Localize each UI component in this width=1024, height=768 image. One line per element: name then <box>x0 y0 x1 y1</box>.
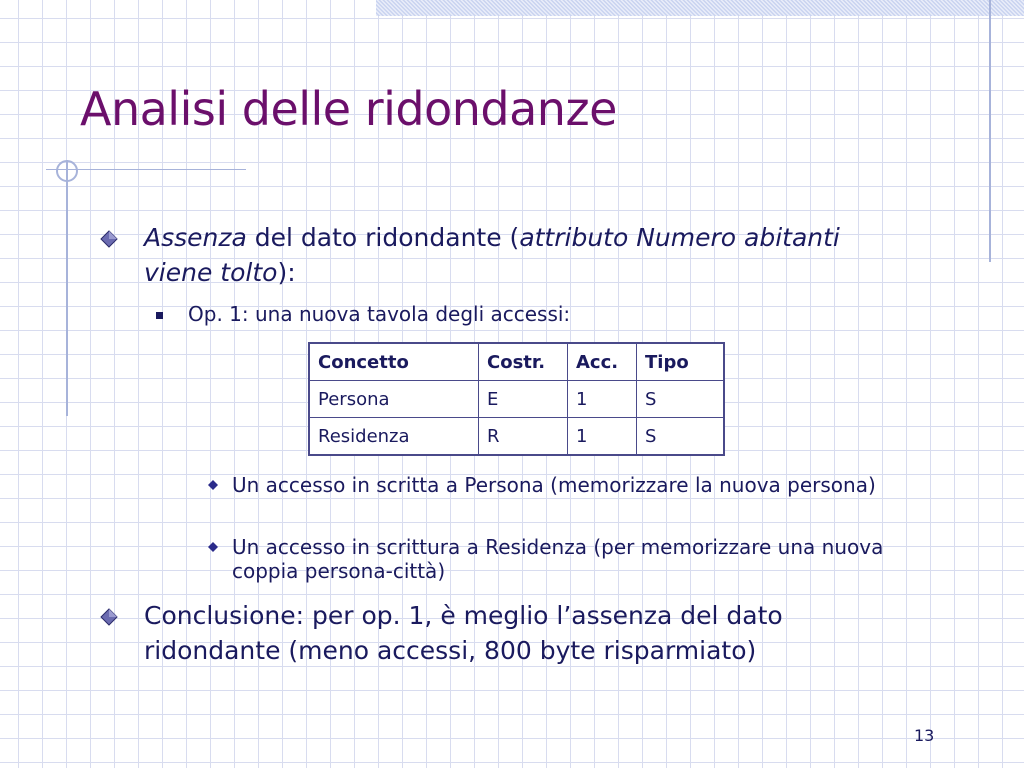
bullet-conclusione <box>104 598 894 668</box>
note-item <box>208 535 908 583</box>
note-text: Un accesso in scrittura a Residenza (per memorizzare una nuova coppia persona-città) <box>232 535 884 583</box>
circle-decoration <box>56 160 78 182</box>
table-row <box>309 381 724 418</box>
diamond-bullet-icon <box>100 608 118 626</box>
table-header-row <box>309 343 724 381</box>
square-bullet-icon <box>156 312 163 319</box>
header-cell: Costr. <box>479 343 568 381</box>
note-item <box>208 473 908 497</box>
table-cell: 1 <box>568 418 637 456</box>
header-cell: Tipo <box>637 343 725 381</box>
table-cell: Persona <box>309 381 479 418</box>
small-diamond-icon <box>208 542 218 552</box>
slide-title: Analisi delle ridondanze <box>80 82 617 136</box>
right-decorative-line <box>989 0 991 262</box>
header-cell: Concetto <box>309 343 479 381</box>
bullet-assenza <box>104 220 904 290</box>
table-cell: E <box>479 381 568 418</box>
table-cell: 1 <box>568 381 637 418</box>
sub-bullet-op1 <box>156 302 570 326</box>
header-cell: Acc. <box>568 343 637 381</box>
bullet-assenza-text: Assenza del dato ridondante (attributo Numero abitanti viene tolto): <box>144 223 840 287</box>
table-cell: R <box>479 418 568 456</box>
conclusion-text: Conclusione: per op. 1, è meglio l’assenza del dato ridondante (meno accessi, 800 byte risparmiato) <box>144 601 783 665</box>
table-cell: Residenza <box>309 418 479 456</box>
small-diamond-icon <box>208 480 218 490</box>
diamond-bullet-icon <box>100 230 118 248</box>
table-cell: S <box>637 381 725 418</box>
table-row <box>309 418 724 456</box>
page-number: 13 <box>914 726 935 745</box>
note-text: Un accesso in scritta a Persona (memorizzare la nuova persona) <box>232 473 876 497</box>
left-decorative-line <box>66 160 68 416</box>
sub-bullet-text: Op. 1: una nuova tavola degli accessi: <box>188 302 571 326</box>
top-decorative-band <box>376 0 1024 16</box>
access-table <box>308 342 725 456</box>
table-cell: S <box>637 418 725 456</box>
